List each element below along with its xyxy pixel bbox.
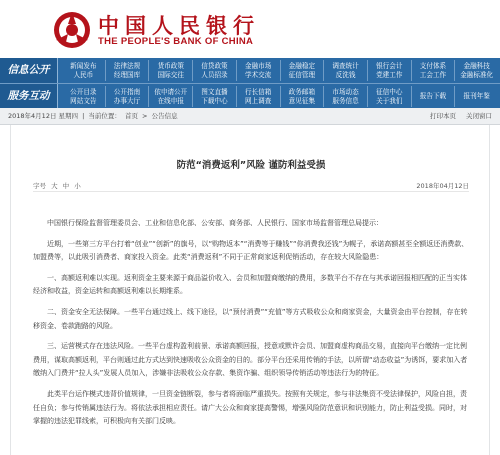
nav-item-label: 行长信箱 [244, 87, 272, 96]
nav-item[interactable] [455, 86, 498, 107]
nav-item[interactable] [106, 60, 150, 81]
nav-item-label: 报刊年鉴 [463, 92, 490, 100]
nav-item[interactable] [368, 86, 412, 107]
nav-item-label: 调查统计 [332, 61, 359, 70]
pboc-logo-icon [52, 10, 92, 50]
nav-item-label: 法律法规 [113, 61, 141, 70]
nav-item-label: 下载中心 [201, 96, 228, 105]
font-size-medium-button[interactable]: 中 [62, 182, 70, 190]
nav-item[interactable] [62, 86, 106, 107]
nav-item[interactable] [455, 60, 498, 81]
nav-item-label: 反洗钱 [335, 70, 356, 79]
article-paragraph: 三、运营模式存在违法风险。一些平台虚构盈利前景、承诺高额回报，授意或默许会员、加盟商虚构商品交易，直接向平台缴纳一定比例费用，谋取高额返利，平台则通过此方式达到快速吸收公众资金的目的。部分平台还采用传销的手法，以所谓“动态收益”为诱饵，要求加入者缴纳入门费并“拉人头”发展人员加入，涉嫌非法吸收公众存款、集资诈骗、组织领导传销活动等违法行为的特征。 [33, 342, 468, 378]
nav-item-label: 信贷政策 [201, 61, 228, 70]
nav-item-label: 金融科技 [463, 61, 490, 70]
nav-item-label: 市场动态 [332, 87, 359, 96]
nav-item-label: 公开目录 [70, 87, 97, 96]
font-size-small-button[interactable]: 小 [74, 182, 81, 190]
nav-item-label: 关于我们 [376, 96, 403, 105]
article-paragraph: 此类平台运作模式违背价值规律，一旦资金链断裂，参与者将面临严重损失。按照有关规定，参与非法集资不受法律保护，风险自担，责任自负；参与传销属违法行为。将依法承担相应责任。请广大公众和商家提高警惕，增强风险防范意识和识别能力，防止利益受损。同时，对掌握的违法犯罪线索，可积极向有关部门反映。 [33, 389, 467, 426]
nav-item-label: 国际交往 [157, 70, 184, 79]
breadcrumb-bar [0, 108, 500, 125]
main-navigation [0, 58, 500, 108]
article-container [10, 125, 490, 455]
breadcrumb [8, 111, 180, 122]
breadcrumb-notice-link[interactable]: 公告信息 [151, 112, 178, 120]
nav-item[interactable] [324, 86, 368, 107]
nav-item-label: 货币政策 [157, 61, 184, 70]
nav-item[interactable] [281, 86, 325, 107]
nav-item-label: 在线申报 [157, 96, 184, 105]
nav-item-label: 金融市场 [244, 61, 272, 70]
nav-item[interactable] [237, 86, 281, 107]
nav-item-label: 经理国库 [113, 70, 141, 79]
close-window-link[interactable]: 关闭窗口 [466, 112, 492, 120]
nav-item[interactable] [193, 60, 237, 81]
breadcrumb-separator: | [82, 112, 85, 120]
nav-item[interactable] [62, 60, 106, 81]
article-title: 防范“消费返利”风险 谨防利益受损 [176, 160, 326, 171]
article-paragraph: 近期，一些第三方平台打着“创业”“创新”的旗号，以“购物返本”“消费等于赚钱”“你消费我还钱”为幌子，承诺高额甚至全额返还消费款、加盟费等，以此吸引消费者、商家投入资金。此类“消费返利”不同于正常商家返利促销活动，存在较大风险隐患： [33, 239, 469, 262]
article-date: 2018年04月12日 [416, 182, 469, 190]
nav-item-label: 报告下载 [419, 92, 447, 100]
nav-cells [62, 60, 498, 81]
nav-item[interactable] [193, 86, 237, 107]
nav-item-label: 政务邮箱 [288, 87, 316, 96]
nav-item[interactable] [412, 86, 456, 107]
nav-item-label: 人员招录 [201, 70, 228, 79]
nav-item-label: 网上调查 [244, 96, 272, 105]
nav-item-label: 金融标准化 [460, 70, 494, 79]
nav-row-info-disclosure [0, 58, 500, 83]
nav-item[interactable] [237, 60, 281, 81]
font-size-label: 字号 [33, 182, 46, 190]
breadcrumb-location-label: 当前位置： [88, 112, 121, 120]
nav-item-label: 支付体系 [419, 61, 447, 70]
nav-item[interactable] [106, 86, 150, 107]
nav-item[interactable] [324, 60, 368, 81]
nav-item-label: 党建工作 [376, 70, 403, 79]
print-page-link[interactable]: 打印本页 [430, 112, 456, 120]
nav-item-label: 学术交流 [244, 70, 272, 79]
nav-item-label: 征信管理 [288, 70, 316, 79]
nav-item-label: 意见征集 [288, 96, 316, 105]
article-body [33, 217, 469, 436]
nav-item[interactable] [412, 60, 456, 81]
nav-item-label: 图文直播 [201, 87, 228, 96]
site-header [0, 0, 500, 58]
current-date: 2018年4月12日 星期四 [8, 112, 79, 120]
nav-item-label: 服务信息 [332, 96, 359, 105]
nav-section-label: 服务互动 [0, 84, 58, 109]
article-paragraph: 一、高额返利难以实现。返利资金主要来源于商品溢价收入、会员和加盟商缴纳的费用，多数平台不存在与其承诺回报相匹配的正当实体经济和收益，资金运转和高额返利难以长期维系。 [33, 273, 467, 296]
nav-item-label: 金融稳定 [288, 61, 316, 70]
nav-item-label: 依申请公开 [154, 87, 188, 96]
nav-item[interactable] [281, 60, 325, 81]
nav-item[interactable] [368, 60, 412, 81]
nav-item-label: 人民币 [73, 70, 94, 79]
nav-item-label: 工会工作 [419, 70, 447, 79]
nav-item-label: 办事大厅 [113, 96, 141, 105]
nav-item-label: 新闻发布 [70, 61, 97, 70]
logo-english-name: THE PEOPLE'S BANK OF CHINA [98, 36, 254, 47]
nav-section-label: 信息公开 [0, 58, 58, 83]
article-paragraph: 二、资金安全无法保障。一些平台通过线上、线下途径，以“预付消费”“充值”等方式吸收公众和商家资金，大量资金由平台控制，存在转移资金、卷款跑路的风险。 [33, 307, 468, 330]
nav-row-service-interaction [0, 83, 500, 108]
nav-item-label: 银行会计 [376, 61, 403, 70]
article-meta [33, 180, 469, 192]
page-tools [430, 111, 492, 122]
font-size-control [33, 180, 84, 192]
nav-item-label: 征信中心 [376, 87, 403, 96]
breadcrumb-home-link[interactable]: 首页 [124, 112, 138, 120]
font-size-large-button[interactable]: 大 [51, 182, 58, 190]
nav-item-label: 网站文告 [70, 96, 97, 105]
nav-item[interactable] [149, 86, 193, 107]
breadcrumb-divider: > [142, 112, 148, 120]
logo-chinese-name: 中国人民银行 [98, 13, 260, 38]
nav-item[interactable] [149, 60, 193, 81]
article-paragraph: 中国银行保险监督管理委员会、工业和信息化部、公安部、商务部、人民银行、国家市场监督管理总局提示： [47, 219, 383, 227]
nav-item-label: 公开指南 [113, 87, 141, 96]
nav-cells [62, 86, 498, 107]
